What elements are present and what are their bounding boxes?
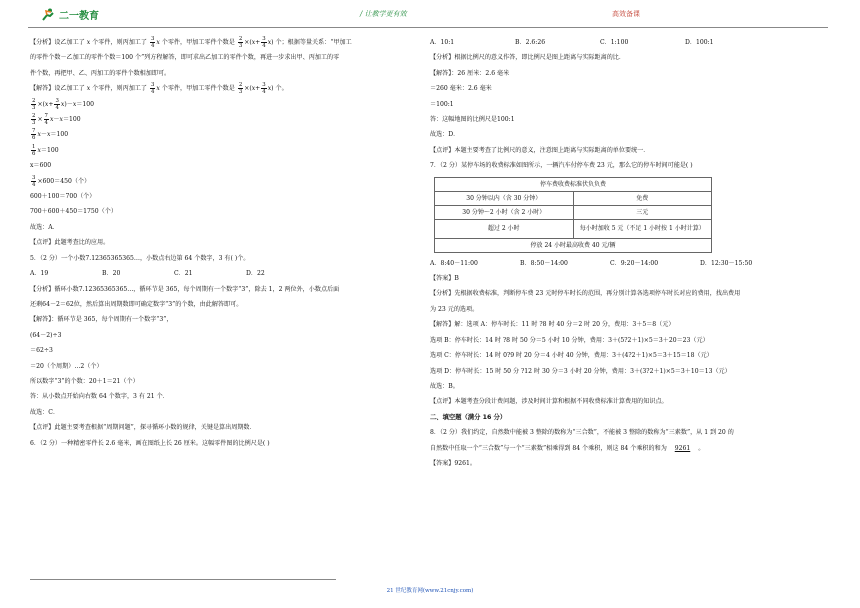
text-line: 【分析】根据比例尺的意义作答，即比例尺是图上距离与实际距离的比． [430,54,625,62]
equation-line: x＝600 [30,162,52,170]
option: A．19 [30,270,49,278]
option: D．22 [246,270,265,278]
table-cell: 超过 2 小时 [435,219,574,238]
text-line: 【解答】：循环节是 365，每个周期有一个数字“3”， [30,316,173,324]
text-line: 【解答】解：选项 A：停车时长：11 时 ?8 时 40 分＝2 时 20 分，费用：3＋5＝8（元） [430,321,675,329]
option: C．1:100 [600,39,629,46]
q7-options [430,256,830,271]
answer-blank: 9261 [674,444,691,452]
text-line: 答：这幅地图的比例尺是100:1 [430,116,515,124]
text-line: ＝260 毫米：2.6 毫米 [430,85,492,93]
question-6: 6．（2 分）一种精密零件长 2.6 毫米，画在图纸上长 26 厘米。这幅零件图的比例尺是( ) [30,439,270,447]
answer-line: 【答案】B [430,275,459,283]
text-line: 【解答】：26 厘米：2.6 毫米 [430,69,510,77]
option: C．9:20－14:00 [610,259,659,267]
option: C．21 [174,270,193,278]
header-slogan: / 让教学更有效 [360,10,407,18]
analysis-line: 【分析】设乙加工了 x 个零件，则丙加工了 $\frac{3}{4}$ x 个零件，甲加工零件个数是 $\frac{2}{3}$ ×(x+ $\frac{3}{4}$ x) 个；根据等量关系：“甲加工 [30,36,352,49]
header-quality-label: 高效备课 [612,10,640,18]
option: D．100:1 [685,39,714,46]
table-cell: 每小时加收 5 元（不足 1 小时按 1 小时计算） [573,219,712,238]
answer-line: 【答案】9261。 [430,459,476,467]
question-7: 7．（2 分）某停车场的收费标准如图所示，一辆汽车付停车费 23 元，那么它的停车时间可能是( ) [430,162,693,170]
table-footer: 停放 24 小时最高收费 40 元/辆 [435,238,712,252]
option: B．20 [102,270,121,278]
equation-line: 600＋100＝700（个） [30,193,96,201]
page-header [0,6,860,26]
table-cell: 30 分钟以内（含 30 分钟） [435,191,574,205]
text-line: 所以数字“3”的个数：20＋1＝21（个） [30,377,139,385]
q6-options [430,35,830,50]
site-logo [40,7,99,22]
page-footer: 21 世纪教育网(www.21cnjy.com) [386,588,474,594]
left-column [30,35,420,451]
text-line: 的零件个数－乙加工的零件个数＝100 个”列方程解答，即可求出乙加工的零件个数，再进一步求出甲、丙加工的零 [30,54,340,62]
text-line: 【分析】先根据收费标准，判断停车费 23 元时停车时长的范围，再分别计算各选项停车时长对应的费用，找出费用 [430,290,741,298]
option: B．2.6:26 [515,39,546,46]
equation-line: 700＋600＋450＝1750（个） [30,208,117,216]
option: A．8:40－11:00 [430,259,478,267]
text-line: 【分析】循环小数7.12365365365…，循环节是 365，每个周期有一个数字“3”，除去 1，2 两位外，小数点后面 [30,285,340,293]
table-cell: 30 分钟～2 小时（含 2 小时） [435,205,574,219]
table-cell: 免费 [573,191,712,205]
text-line: 为 23 元的选项。 [430,305,479,313]
text-line: 答：从小数点开始向右数 64 个数字，3 有 21 个． [30,393,169,401]
runner-logo-icon [40,8,56,22]
text-line: 还剩64－2＝62位，然后算出周期数即可确定数字“3”的个数，由此解答即可。 [30,300,243,308]
question-8-text: 自然数中任取一个“三合数”与一个“三素数”相乘得到 84 个乘积，则这 84 个乘积的和为 [430,444,667,452]
logo-text: 二一教育 [59,11,99,22]
option: A．10:1 [430,39,455,46]
q5-options [30,266,420,281]
solution-line: 【解答】设乙加工了 x 个零件，则丙加工了 $\frac{3}{4}$ x 个零件，甲加工零件个数是 $\frac{2}{3}$ ×(x+ $\frac{3}{4}$ x) 个。 [30,82,288,96]
text-line: 件个数，再把甲、乙、丙加工的零件个数相加即可。 [30,69,171,77]
text-line: ＝62÷3 [30,347,53,355]
right-column [430,35,830,471]
text-line: 【点评】本题主要考查了比例尺的意义，注意图上距离与实际距离的单位要统一． [430,146,650,154]
text-line: 故选：C． [30,408,60,416]
text-line: 选项 C：停车时长：14 时 0?9 时 20 分＝4 小时 40 分钟，费用：3＋(4?2＋1)×5＝3＋15＝18（元） [430,352,713,360]
header-divider [28,27,828,28]
question-8: 8．（2 分）我们约定，自然数中能被 3 整除的数称为“三合数”，不能被 3 整除的数称为“三素数”，从 1 到 20 的 [430,429,734,437]
text-line: 【点评】此题考查比的应用。 [30,239,110,247]
equation-line: $\frac{3}{4}$ ×600＝450（个） [32,174,91,188]
equation-line: $\frac{7}{6}$ x－x＝100 [32,128,69,142]
text-line: (64－2)÷3 [30,331,62,339]
table-cell: 三元 [573,205,712,219]
equation-line: $\frac{1}{6}$ x＝100 [32,143,59,157]
question-5: 5．（2 分）一个小数7.12365365365…，小数点右边第 64 个数字，3 有( )个。 [30,254,250,262]
footer-divider [30,579,336,580]
option: B．8:50－14:00 [520,259,568,267]
text-line: 【点评】此题主要考查根据“周期问题”，探寻循环小数的规律，关键是算出周期数． [30,424,256,432]
text-line: 故选：A． [30,223,59,231]
text-line: 选项 D：停车时长：15 时 50 分 ?12 时 30 分＝3 小时 20 分钟，费用：3＋(3?2＋1)×5＝3＋10＝13（元） [430,367,731,375]
equation-line: $\frac{2}{3}$ ×(x+ $\frac{3}{4}$ x)－x＝100 [32,97,94,111]
text-line: 选项 B：停车时长：14 时 ?8 时 50 分＝5 小时 10 分钟，费用：3＋(5?2＋1)×5＝3＋20＝23（元） [430,336,709,344]
text-line: ＝20（个周期）…2（个） [30,362,103,370]
section-heading: 二、填空题（满分 16 分） [430,413,507,421]
text-line: 故选：D． [430,131,460,139]
table-title: 停车费收费标准伏负负费 [435,177,712,191]
option: D．12:30－15:50 [700,259,753,267]
text-line: 【点评】本题考查分段计费问题，涉及时间计算和根据不同收费标准计算费用的知识点。 [430,398,668,406]
text-line: ＝100:1 [430,100,454,108]
question-8-cont: 自然数中任取一个“三合数”与一个“三素数”相乘得到 84 个乘积，则这 84 个乘积的和为 9261 。 [430,444,705,452]
parking-fee-table [434,177,712,253]
equation-line: $\frac{2}{3}$ × $\frac{7}{4}$ x－x＝100 [32,113,81,127]
text-line: 故选：B。 [430,382,459,390]
